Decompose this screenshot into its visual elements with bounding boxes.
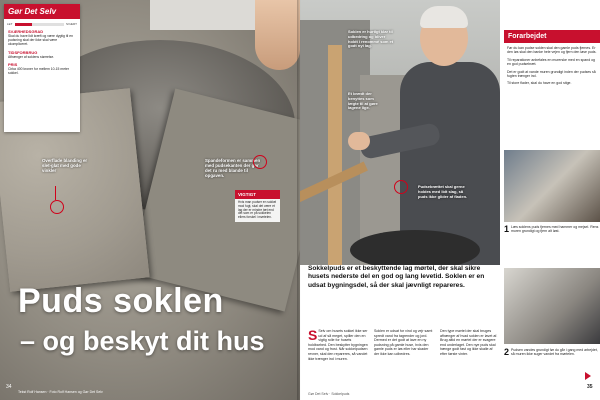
step-2-caption — [504, 348, 600, 357]
dropcap: S — [308, 327, 318, 343]
body-paragraph-1: Selv om husets sokkel ikke ser ud af så meget, spiller den en vigtig rolle for husets holdbarhed. Den beskytter bygningen mod vand og frost. Når sokkelpudsen revner, skal den repareres, så vandet ikke trænger ind i muren. — [308, 329, 368, 361]
body-column-1 — [308, 329, 368, 361]
meter-label-left: LET — [7, 22, 13, 26]
photo-man — [400, 10, 500, 265]
body-column-3: Den type mørtel der skal bruges afhænger af hvad soklen er lavet af. Brug altid en mørtel der er svagere end underlaget. Den nye puds skal hænge godt fast og ikke skalle af efter første vinter. — [440, 329, 498, 356]
callout-marker-overflade — [50, 200, 64, 214]
article-intro: Sokkelpuds er et beskyttende lag mørtel, der skal sikre husets nederste del en god og lang levetid. Soklen er en udsat bygningsdel, så der skal jævnligt repareres. — [308, 265, 485, 289]
hand-photo-detail — [255, 0, 300, 70]
forarbejdet-paragraph: Det er godt at vande muren grundigt inden der pudses så fugten trænger ind. — [507, 69, 596, 79]
step-2-number: 2 — [504, 347, 510, 357]
sidebar-heading-difficulty: SVÆRHEDSGRAD — [8, 29, 44, 34]
step-2-text: Pudsen vandes grundigt før du går i gang med arbejdet, så muren ikke suger vandet fra mørtelen. — [511, 348, 598, 357]
difficulty-meter — [4, 19, 80, 26]
photo-man-hair — [420, 6, 468, 28]
forarbejdet-text — [504, 43, 600, 86]
footer-right: Gør Det Selv · Sokkelpuds — [308, 392, 350, 396]
callout-pointer-overflade — [55, 186, 56, 200]
sidebar-header: Gør Det Selv — [4, 4, 80, 19]
meter-fill — [15, 23, 32, 26]
forarbejdet-paragraph: Til store flader, skal du have en god stige. — [507, 81, 572, 86]
step-1-number: 1 — [504, 224, 510, 234]
page-number-left: 34 — [6, 384, 12, 390]
sleeve-photo-detail — [150, 0, 270, 30]
step-1-text: Læs soklens puds fjernes med hammer og mejsel. Rens muren grundigt og fjern alt løst. — [511, 225, 599, 234]
man-plastering-photo — [300, 0, 500, 265]
vigtigt-text: Hvis man pudser en sokkel mod fugt, skal det være et lag der er mindre tæt end det som er på sokkelen ellers forskel i mørtelen. — [235, 199, 280, 222]
callout-klar: Soklen er hurtigt klar til udbedring og bliver holdt i renommé som et godt nyt lag. — [348, 29, 394, 49]
callout-marker-pudsebraet — [394, 180, 408, 194]
sidebar-heading-price: PRIS — [8, 61, 18, 67]
meter-bar — [15, 23, 65, 26]
right-page — [300, 0, 600, 400]
page-gutter — [297, 0, 303, 400]
forarbejdet-paragraph: Til reparationer anbefales en murerske med en spand og en god pudsebræt. — [507, 57, 596, 67]
photo-bucket — [350, 230, 480, 265]
vigtigt-box — [235, 190, 280, 235]
forarbejdet-heading: Forarbejdet — [504, 30, 600, 43]
callout-overflade: Overflade blanding er slet-glat med gode vinkler — [42, 158, 88, 173]
photo-man-hand — [348, 132, 370, 150]
sidebar-text-price: Cirka 400 kroner for mellem 10-15 meter sokkel. — [8, 66, 70, 76]
step-1-photo — [504, 150, 600, 222]
step-2-photo — [504, 268, 600, 344]
continue-arrow-icon — [585, 372, 591, 380]
meter-label-right: SVÆRT — [66, 22, 77, 26]
article-title: Puds soklen — [18, 282, 224, 320]
article-subtitle: – og beskyt dit hus — [20, 326, 265, 356]
callout-marker-spandeform — [253, 155, 267, 169]
article-body — [308, 329, 500, 361]
step-1-caption — [504, 225, 600, 234]
sidebar-heading-time: TIDSFORBRUG — [8, 49, 38, 55]
body-column-2: Soklen er udsat for vind og vejr samt spredt vand fra tagrender og jord. Dermed er det godt at lave en ny pudsning på gamle huse, hvis den gamle puds er løs eller har skader der ikke kan udbedres. — [374, 329, 433, 356]
info-sidebar — [4, 4, 80, 132]
sidebar-text-time: Afhænger af soklens størrelse. — [8, 54, 55, 59]
vigtigt-heading: VIGTIGT — [235, 190, 280, 199]
forarbejdet-paragraph: Før du kan pudse soklen skal den gamle puds fjernes. Er den løs skal den banke hele vejen og fjern den løse puds. — [507, 46, 597, 55]
photo-wooden-batten — [328, 45, 342, 265]
page-number-right: 35 — [587, 384, 593, 390]
footer-credit: Tekst Rolf Hansen · Foto Rolf Hansen og Gør Det Selv — [18, 390, 103, 394]
callout-brugt: Et brædt der benyttes som lægte til at gøre lagene lige. — [348, 91, 378, 111]
callout-spandeform: Spandeformen er sammen med pudsekanten der gør det ru med blande til opgaven. — [205, 158, 261, 178]
forarbejdet-sidebar — [504, 30, 600, 400]
sidebar-text-difficulty: Skal du have lidt kræft og være dygtig til en pudsning skal der ikke skal være ukompliceret. — [8, 34, 74, 47]
callout-pudsebraet: Pudsebrættet skal gerne holdes med lidt slag, så puds ikke glider af fladen. — [418, 184, 468, 199]
